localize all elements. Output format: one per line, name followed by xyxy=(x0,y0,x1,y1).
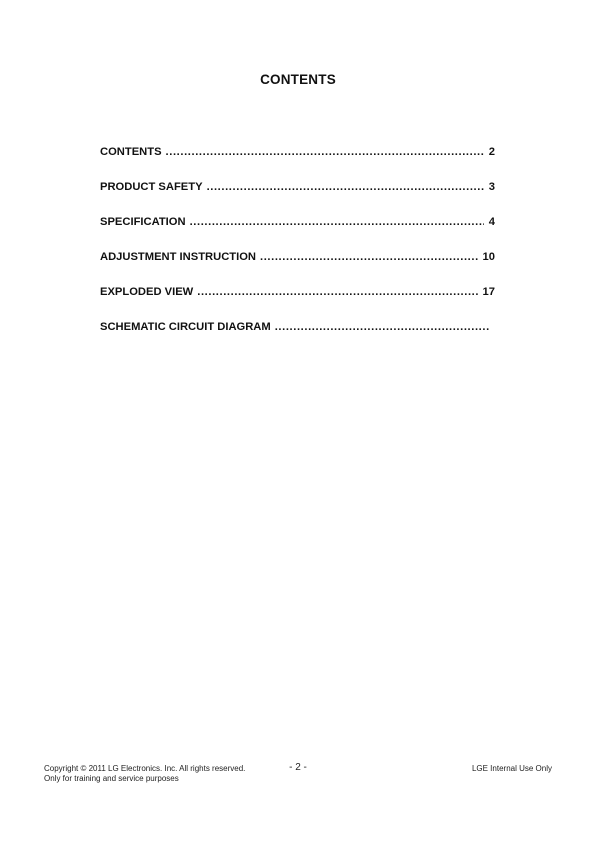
toc-dot-leader xyxy=(260,251,478,263)
toc-entry-product-safety[interactable] xyxy=(100,181,495,216)
toc-entry-exploded-view[interactable] xyxy=(100,286,495,321)
toc-dot-leader xyxy=(275,321,490,333)
footer-copyright-line: Copyright © 2011 LG Electronics. Inc. All rights reserved. xyxy=(44,764,246,773)
toc-entry-page: 4 xyxy=(488,216,495,228)
toc-entry-specification[interactable] xyxy=(100,216,495,251)
toc-entry-schematic-circuit-diagram[interactable] xyxy=(100,321,495,356)
toc-dot-leader xyxy=(207,181,484,193)
toc-entry-label: EXPLODED VIEW xyxy=(100,286,194,298)
toc-entry-adjustment-instruction[interactable] xyxy=(100,251,495,286)
toc-entry-label: CONTENTS xyxy=(100,146,162,158)
toc-dot-leader xyxy=(190,216,484,228)
toc-entry-label: PRODUCT SAFETY xyxy=(100,181,203,193)
footer-purpose-line: Only for training and service purposes xyxy=(44,774,179,783)
toc-entry-label: SCHEMATIC CIRCUIT DIAGRAM xyxy=(100,321,271,333)
toc-entry-page: 3 xyxy=(488,181,495,193)
table-of-contents xyxy=(100,146,495,356)
toc-entry-label: ADJUSTMENT INSTRUCTION xyxy=(100,251,257,263)
toc-entry-page: 17 xyxy=(482,286,495,298)
toc-dot-leader xyxy=(197,286,477,298)
toc-entry-contents[interactable] xyxy=(100,146,495,181)
toc-entry-page: 10 xyxy=(482,251,495,263)
page-title: CONTENTS xyxy=(260,72,336,87)
toc-entry-label: SPECIFICATION xyxy=(100,216,186,228)
footer-internal-use-notice: LGE Internal Use Only xyxy=(471,764,552,773)
toc-dot-leader xyxy=(166,146,484,158)
toc-entry-page: 2 xyxy=(488,146,495,158)
footer-page-number: - 2 - xyxy=(289,762,307,773)
